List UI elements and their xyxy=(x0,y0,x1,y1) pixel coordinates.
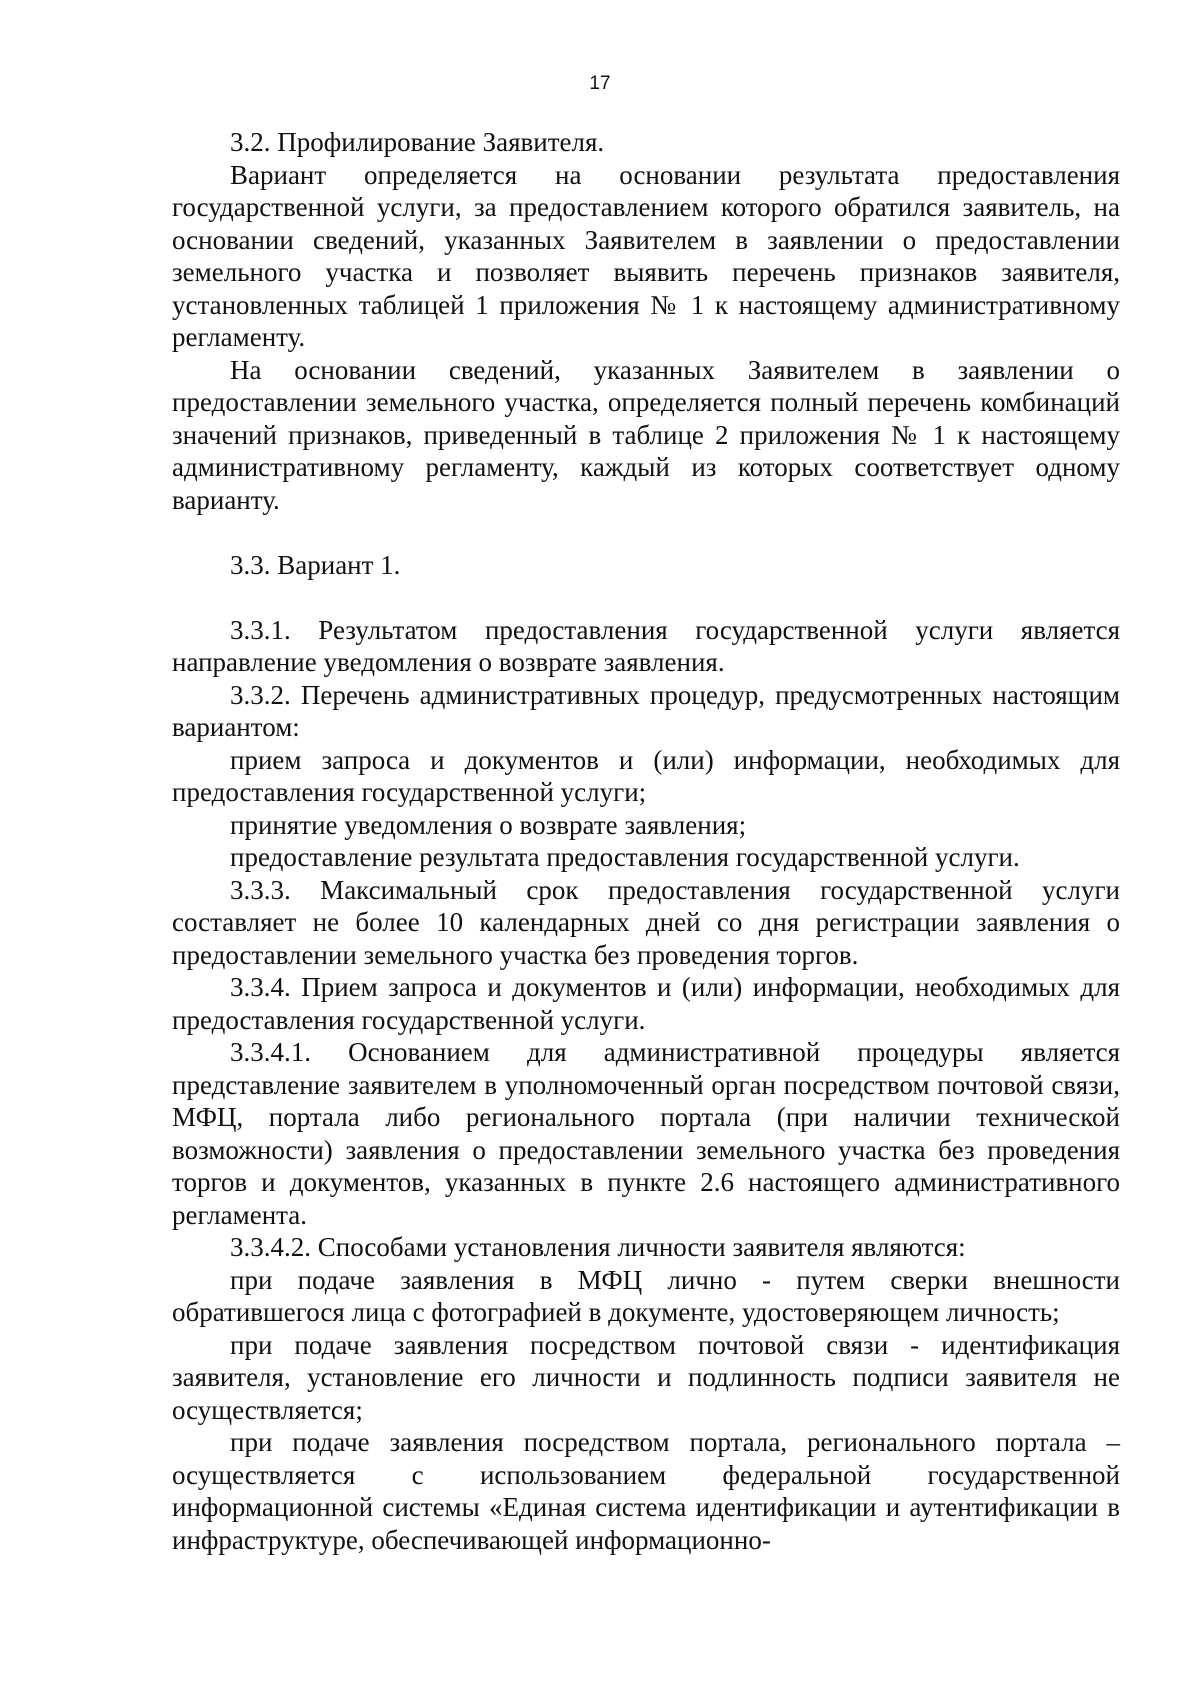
list-item-procedure-1: прием запроса и документов и (или) информации, необходимых для предоставления государственной услуги; xyxy=(172,744,1120,807)
list-item-procedure-3: предоставление результата предоставления государственной услуги. xyxy=(230,842,1020,872)
paragraph-3-3-4-2: 3.3.4.2. Способами установления личности заявителя являются: xyxy=(230,1232,966,1262)
section-heading-3-2: 3.2. Профилирование Заявителя. xyxy=(230,127,605,157)
list-item-identification-mail: при подаче заявления посредством почтовой связи - идентификация заявителя, установление его личности и подлинность подписи заявителя не осуществляется; xyxy=(172,1329,1120,1425)
paragraph-3-3-4: 3.3.4. Прием запроса и документов и (или) информации, необходимых для предоставления государственной услуги. xyxy=(172,972,1120,1035)
paragraph-3-3-1: 3.3.1. Результатом предоставления государственной услуги является направление уведомления о возврате заявления. xyxy=(172,614,1120,677)
list-item-identification-mfc: при подаче заявления в МФЦ лично - путем сверки внешности обратившегося лица с фотографией в документе, удостоверяющем личность; xyxy=(172,1264,1120,1327)
document-body xyxy=(172,126,1120,1556)
paragraph-combinations: На основании сведений, указанных Заявителем в заявлении о предоставлении земельного участка, определяется полный перечень комбинаций значений признаков, приведенный в таблице 2 приложения № 1 к настоящему административному регламенту, каждый из которых соответствует одному варианту. xyxy=(172,354,1120,515)
paragraph-3-3-2: 3.3.2. Перечень административных процедур, предусмотренных настоящим вариантом: xyxy=(172,679,1120,742)
section-heading-3-3: 3.3. Вариант 1. xyxy=(230,549,401,580)
list-item-procedure-2: принятие уведомления о возврате заявления; xyxy=(230,809,747,840)
page-number: 17 xyxy=(589,73,611,94)
paragraph-3-3-4-1: 3.3.4.1. Основанием для административной процедуры является представление заявителем в уполномоченный орган посредством почтовой связи, МФЦ, портала либо регионального портала (при наличии технической возможности) заявления о предоставлении земельного участка без проведения торгов и документов, указанных в пункте 2.6 настоящего административного регламента. xyxy=(172,1037,1120,1230)
paragraph-variant-definition: Вариант определяется на основании результата предоставления государственной услуги, за предоставлением которого обратился заявитель, на основании сведений, указанных Заявителем в заявлении о предоставлении земельного участка и позволяет выявить перечень признаков заявителя, установленных таблицей 1 приложения № 1 к настоящему административному регламенту. xyxy=(172,159,1120,352)
list-item-identification-portal: при подаче заявления посредством портала, регионального портала – осуществляется с использованием федеральной государственной информационной системы «Единая система идентификации и аутентификации в инфраструктуре, обеспечивающей информационно- xyxy=(172,1427,1120,1555)
paragraph-3-3-3: 3.3.3. Максимальный срок предоставления государственной услуги составляет не более 10 календарных дней со дня регистрации заявления о предоставлении земельного участка без проведения торгов. xyxy=(172,874,1120,970)
